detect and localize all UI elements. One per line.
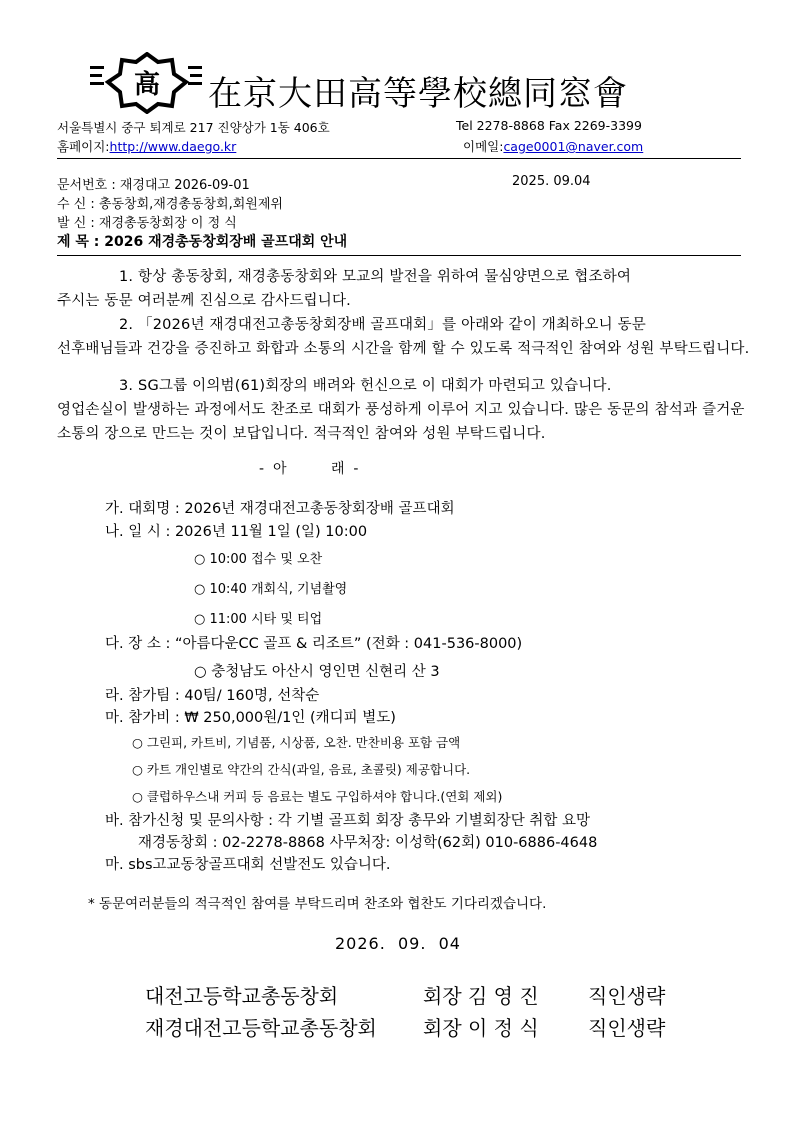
venue: 다. 장 소 : “아름다운CC 골프 & 리조트” (전화 : 041-536-8000) [105, 636, 523, 652]
schedule-item: ○ 10:40 개회식, 기념촬영 [194, 582, 348, 597]
inquiry-contact: 재경동창회 : 02-2278-8868 사무처장: 이성학(62회) 010-6886-4648 [138, 835, 598, 851]
signature-title: 회장 김 영 진 [423, 984, 539, 1008]
venue-address: ○ 충청남도 아산시 영인면 신현리 산 3 [194, 664, 440, 680]
paragraph-1 [57, 265, 757, 313]
closing-message: * 동문여러분들의 적극적인 참여를 부탁드리며 찬조와 협찬도 기다리겠습니다. [88, 896, 547, 912]
fee-note: ○ 카트 개인별로 약간의 간식(과일, 음료, 초콜릿) 제공합니다. [132, 762, 471, 777]
org-name: 在京大田高等學校總同窓會 [208, 74, 628, 114]
logo-text: 高 [133, 70, 161, 100]
schedule-item: ○ 11:00 시타 및 티업 [194, 612, 323, 627]
teams: 라. 참가팀 : 40팀/ 160명, 선착순 [105, 688, 320, 704]
header-divider [57, 158, 741, 159]
subject-divider [57, 255, 741, 256]
subject: 제 목 : 2026 재경총동창회장배 골프대회 안내 [57, 234, 348, 250]
paragraph-1-lead: 1. 항상 총동창회, 재경총동창회와 모교의 발전을 위하여 물심양면으로 협조하여 [119, 269, 632, 285]
homepage-link[interactable]: http://www.daego.kr [109, 139, 237, 154]
extra-notice: 마. sbs고교동창골프대회 선발전도 있습니다. [105, 857, 391, 873]
fee: 마. 참가비 : ₩ 250,000원/1인 (캐디피 별도) [105, 710, 396, 726]
paragraph-2-lead: 2. 「2026년 재경대전고총동창회장배 골프대회」를 아래와 같이 개최하오니 동문 [119, 317, 646, 333]
signature-org: 재경대전고등학교총동창회 [145, 1016, 377, 1040]
event-name: 가. 대회명 : 2026년 재경대전고총동창회장배 골프대회 [105, 501, 455, 517]
doc-number: 문서번호 : 재경대고 2026-09-01 [57, 178, 250, 193]
signature-org: 대전고등학교총동창회 [145, 984, 339, 1008]
signature-seal: 직인생략 [588, 984, 666, 1008]
paragraph-3-rest: 영업손실이 발생하는 과정에서도 찬조로 대회가 풍성하게 이루어 지고 있습니다. 많은 동문의 참석과 즐거운 소통의 장으로 만드는 것이 보답입니다. 적극적인 참여와 성원 부탁드립니다. [57, 402, 745, 442]
email-link[interactable]: cage0001@naver.com [503, 139, 644, 154]
schedule-item: ○ 10:00 접수 및 오찬 [194, 552, 323, 567]
email-label: 이메일: [463, 139, 504, 154]
paragraph-2-rest: 선후배님들과 건강을 증진하고 화합과 소통의 시간을 함께 할 수 있도록 적극적인 참여와 성원 부탁드립니다. [57, 341, 750, 357]
doc-date: 2025. 09.04 [512, 174, 591, 189]
email [463, 137, 643, 155]
homepage [57, 137, 236, 155]
paragraph-1-rest: 주시는 동문 여러분께 진심으로 감사드립니다. [57, 293, 351, 309]
paragraph-2 [57, 313, 757, 361]
signature-seal: 직인생략 [588, 1016, 666, 1040]
sign-date: 2026. 09. 04 [335, 934, 461, 953]
sender: 발 신 : 재경총동창회장 이 정 식 [57, 216, 237, 231]
school-logo [88, 52, 206, 114]
paragraph-3-lead: 3. SG그룹 이의범(61)회장의 배려와 헌신으로 이 대회가 마련되고 있습니다. [119, 378, 612, 394]
event-datetime: 나. 일 시 : 2026년 11월 1일 (일) 10:00 [105, 524, 368, 540]
inquiry: 바. 참가신청 및 문의사항 : 각 기별 골프회 회장 총무와 기별회장단 취합 요망 [105, 813, 591, 829]
recipient: 수 신 : 총동창회,재경총동창회,회원제위 [57, 197, 283, 212]
paragraph-3 [57, 374, 757, 446]
notice-heading: - 아 래 - [259, 461, 359, 477]
fee-note: ○ 그린피, 카트비, 기념품, 시상품, 오찬. 만찬비용 포함 금액 [132, 735, 461, 750]
address: 서울특별시 중구 퇴계로 217 진양상가 1동 406호 [57, 120, 330, 135]
homepage-label: 홈페이지: [57, 139, 110, 154]
fee-note: ○ 클럽하우스내 커피 등 음료는 별도 구입하셔야 합니다.(연회 제외) [132, 789, 503, 804]
phone-fax: Tel 2278-8868 Fax 2269-3399 [456, 118, 642, 133]
signature-title: 회장 이 정 식 [423, 1016, 539, 1040]
